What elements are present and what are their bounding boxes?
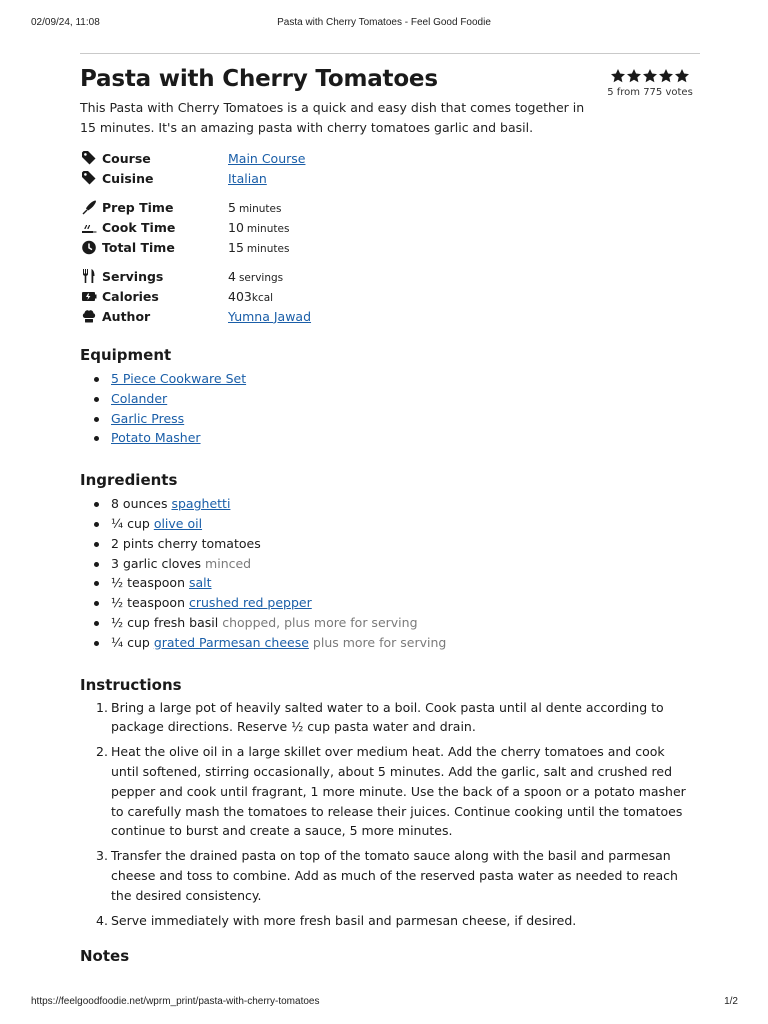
- instruction-step: [80, 742, 692, 841]
- instructions-heading: Instructions: [80, 675, 182, 694]
- prep-time-label: Prep Time: [102, 199, 174, 215]
- course-label: Course: [102, 150, 151, 166]
- servings-label: Servings: [102, 268, 164, 284]
- servings-unit: servings: [238, 271, 284, 284]
- meta-servings: [80, 266, 700, 286]
- equipment-list: [80, 369, 700, 448]
- cook-time-number: 10: [228, 219, 244, 235]
- notes-heading: Notes: [80, 947, 130, 966]
- equipment-heading: Equipment: [80, 346, 172, 364]
- print-page-title: Pasta with Cherry Tomatoes - Feel Good Foodie: [277, 17, 491, 28]
- meta-author: [80, 306, 700, 326]
- ingredient-note: plus more for serving: [312, 634, 447, 650]
- meta-group-times: [80, 197, 700, 257]
- prep-time-number: 5: [228, 199, 236, 215]
- step-text: Heat the olive oil in a large skillet over medium heat. Add the cherry tomatoes and cook until softened, stirring occasionally, about 5 minutes. Add the garlic, salt and crushed red pepper and cook until fragrant, 1 more minute. Use the back of a spoon or a potato masher to carefully mash the tomatoes to release their juices. Continue cooking until the tomatoes continue to burst and create a sauce, 5 more minutes.: [111, 744, 686, 839]
- ingredient-amount: ½ cup: [111, 614, 150, 630]
- step-number: 1.: [96, 699, 108, 715]
- calories-label: Calories: [102, 288, 159, 304]
- meta-group-tags: [80, 148, 700, 188]
- ingredient-link[interactable]: salt: [189, 575, 212, 591]
- page-indicator: 1/2: [724, 996, 738, 1007]
- author-label: Author: [102, 308, 151, 324]
- cuisine-link[interactable]: Italian: [228, 170, 267, 186]
- ingredient-name: fresh basil: [153, 614, 219, 630]
- ingredient-note: minced: [205, 555, 252, 571]
- meta-prep-time: [80, 197, 700, 217]
- top-divider: [80, 53, 700, 54]
- clock-icon: [80, 239, 98, 255]
- equipment-link[interactable]: Potato Masher: [111, 430, 201, 446]
- notes-section: [80, 946, 700, 966]
- ingredient-item: [80, 534, 700, 554]
- cook-time-label: Cook Time: [102, 219, 176, 235]
- ingredient-item: [80, 554, 700, 574]
- meta-course: [80, 148, 700, 168]
- step-text: Serve immediately with more fresh basil and parmesan cheese, if desired.: [111, 912, 577, 928]
- ingredient-link[interactable]: crushed red pepper: [189, 595, 312, 611]
- recipe-title: Pasta with Cherry Tomatoes: [80, 66, 438, 92]
- ingredient-link[interactable]: spaghetti: [171, 496, 231, 512]
- equipment-item: [80, 369, 700, 389]
- course-link[interactable]: Main Course: [228, 150, 306, 166]
- prep-time-value: [228, 200, 281, 215]
- print-url: https://feelgoodfoodie.net/wprm_print/pasta-with-cherry-tomatoes: [31, 996, 320, 1007]
- ingredients-section: [80, 470, 700, 652]
- equipment-item: [80, 428, 700, 448]
- cuisine-label: Cuisine: [102, 170, 154, 186]
- servings-value: [228, 269, 283, 284]
- author-link[interactable]: Yumna Jawad: [228, 308, 312, 324]
- ingredients-heading: Ingredients: [80, 471, 178, 490]
- servings-number[interactable]: 4: [228, 268, 236, 284]
- ingredient-amount: ¼ cup: [111, 515, 150, 531]
- tag-icon: [80, 170, 98, 186]
- step-number: 4.: [96, 912, 108, 928]
- step-text: Transfer the drained pasta on top of the tomato sauce along with the basil and parmesan cheese and toss to combine. Add as much of the reserved pasta water as needed to reach the desired consistency.: [111, 848, 678, 903]
- recipe-summary: This Pasta with Cherry Tomatoes is a quick and easy dish that comes together in 15 minutes. It's an amazing pasta with cherry tomatoes garlic and basil.: [80, 100, 585, 135]
- ingredient-item: [80, 633, 700, 653]
- ingredient-amount: 8 ounces: [111, 496, 168, 512]
- equipment-link[interactable]: Garlic Press: [111, 410, 185, 426]
- equipment-link[interactable]: Colander: [111, 390, 168, 406]
- tag-icon: [80, 150, 98, 166]
- calories-value: [228, 289, 273, 304]
- ingredient-note: chopped, plus more for serving: [222, 614, 418, 630]
- instructions-section: [80, 675, 700, 931]
- knife-icon: [80, 199, 98, 215]
- cook-time-unit: minutes: [246, 222, 290, 235]
- ingredient-link[interactable]: grated Parmesan cheese: [153, 634, 309, 650]
- step-number: 3.: [96, 848, 108, 864]
- prep-time-unit: minutes: [238, 202, 282, 215]
- meta-total-time: [80, 237, 700, 257]
- recipe-meta: [80, 148, 700, 326]
- pan-icon: [80, 219, 98, 235]
- meta-calories: [80, 286, 700, 306]
- meta-group-info: [80, 266, 700, 326]
- calories-number: 403: [228, 288, 252, 304]
- print-header: [0, 17, 768, 31]
- ingredient-item: [80, 494, 700, 514]
- ingredient-name: garlic cloves: [122, 555, 202, 571]
- equipment-item: [80, 389, 700, 409]
- ingredient-name: cherry tomatoes: [157, 535, 261, 551]
- total-time-label: Total Time: [102, 239, 175, 255]
- total-time-unit: minutes: [246, 242, 290, 255]
- step-number: 2.: [96, 744, 108, 760]
- ingredient-amount: 2 pints: [111, 535, 154, 551]
- print-datetime: 02/09/24, 11:08: [31, 17, 100, 28]
- instruction-step: [80, 698, 692, 738]
- total-time-number: 15: [228, 239, 244, 255]
- fork-knife-icon: [80, 268, 98, 284]
- ingredient-amount: ¼ cup: [111, 634, 150, 650]
- battery-icon: [80, 288, 98, 304]
- equipment-section: [80, 345, 700, 448]
- ingredient-amount: ½ teaspoon: [111, 575, 186, 591]
- instruction-step: [80, 846, 692, 905]
- equipment-item: [80, 409, 700, 429]
- rating-votes: 5 from 775 votes: [607, 87, 693, 98]
- meta-cuisine: [80, 168, 700, 188]
- meta-cook-time: [80, 217, 700, 237]
- ingredient-item: [80, 573, 700, 593]
- ingredient-item: [80, 613, 700, 633]
- ingredient-link[interactable]: olive oil: [153, 515, 203, 531]
- equipment-link[interactable]: 5 Piece Cookware Set: [111, 371, 247, 386]
- ingredient-amount: ½ teaspoon: [111, 595, 186, 611]
- ingredient-item: [80, 593, 700, 613]
- total-time-value: [228, 240, 289, 255]
- instructions-list: [80, 698, 700, 931]
- recipe-card: [80, 64, 700, 966]
- ingredient-amount: 3: [111, 555, 119, 571]
- calories-unit: kcal: [251, 291, 274, 304]
- step-text: Bring a large pot of heavily salted water to a boil. Cook pasta until al dente according to package directions. Reserve ½ cup pasta water and drain.: [111, 699, 664, 735]
- chef-hat-icon: [80, 308, 98, 324]
- instruction-step: [80, 911, 692, 931]
- cook-time-value: [228, 220, 289, 235]
- ingredient-item: [80, 514, 700, 534]
- ingredients-list: [80, 494, 700, 652]
